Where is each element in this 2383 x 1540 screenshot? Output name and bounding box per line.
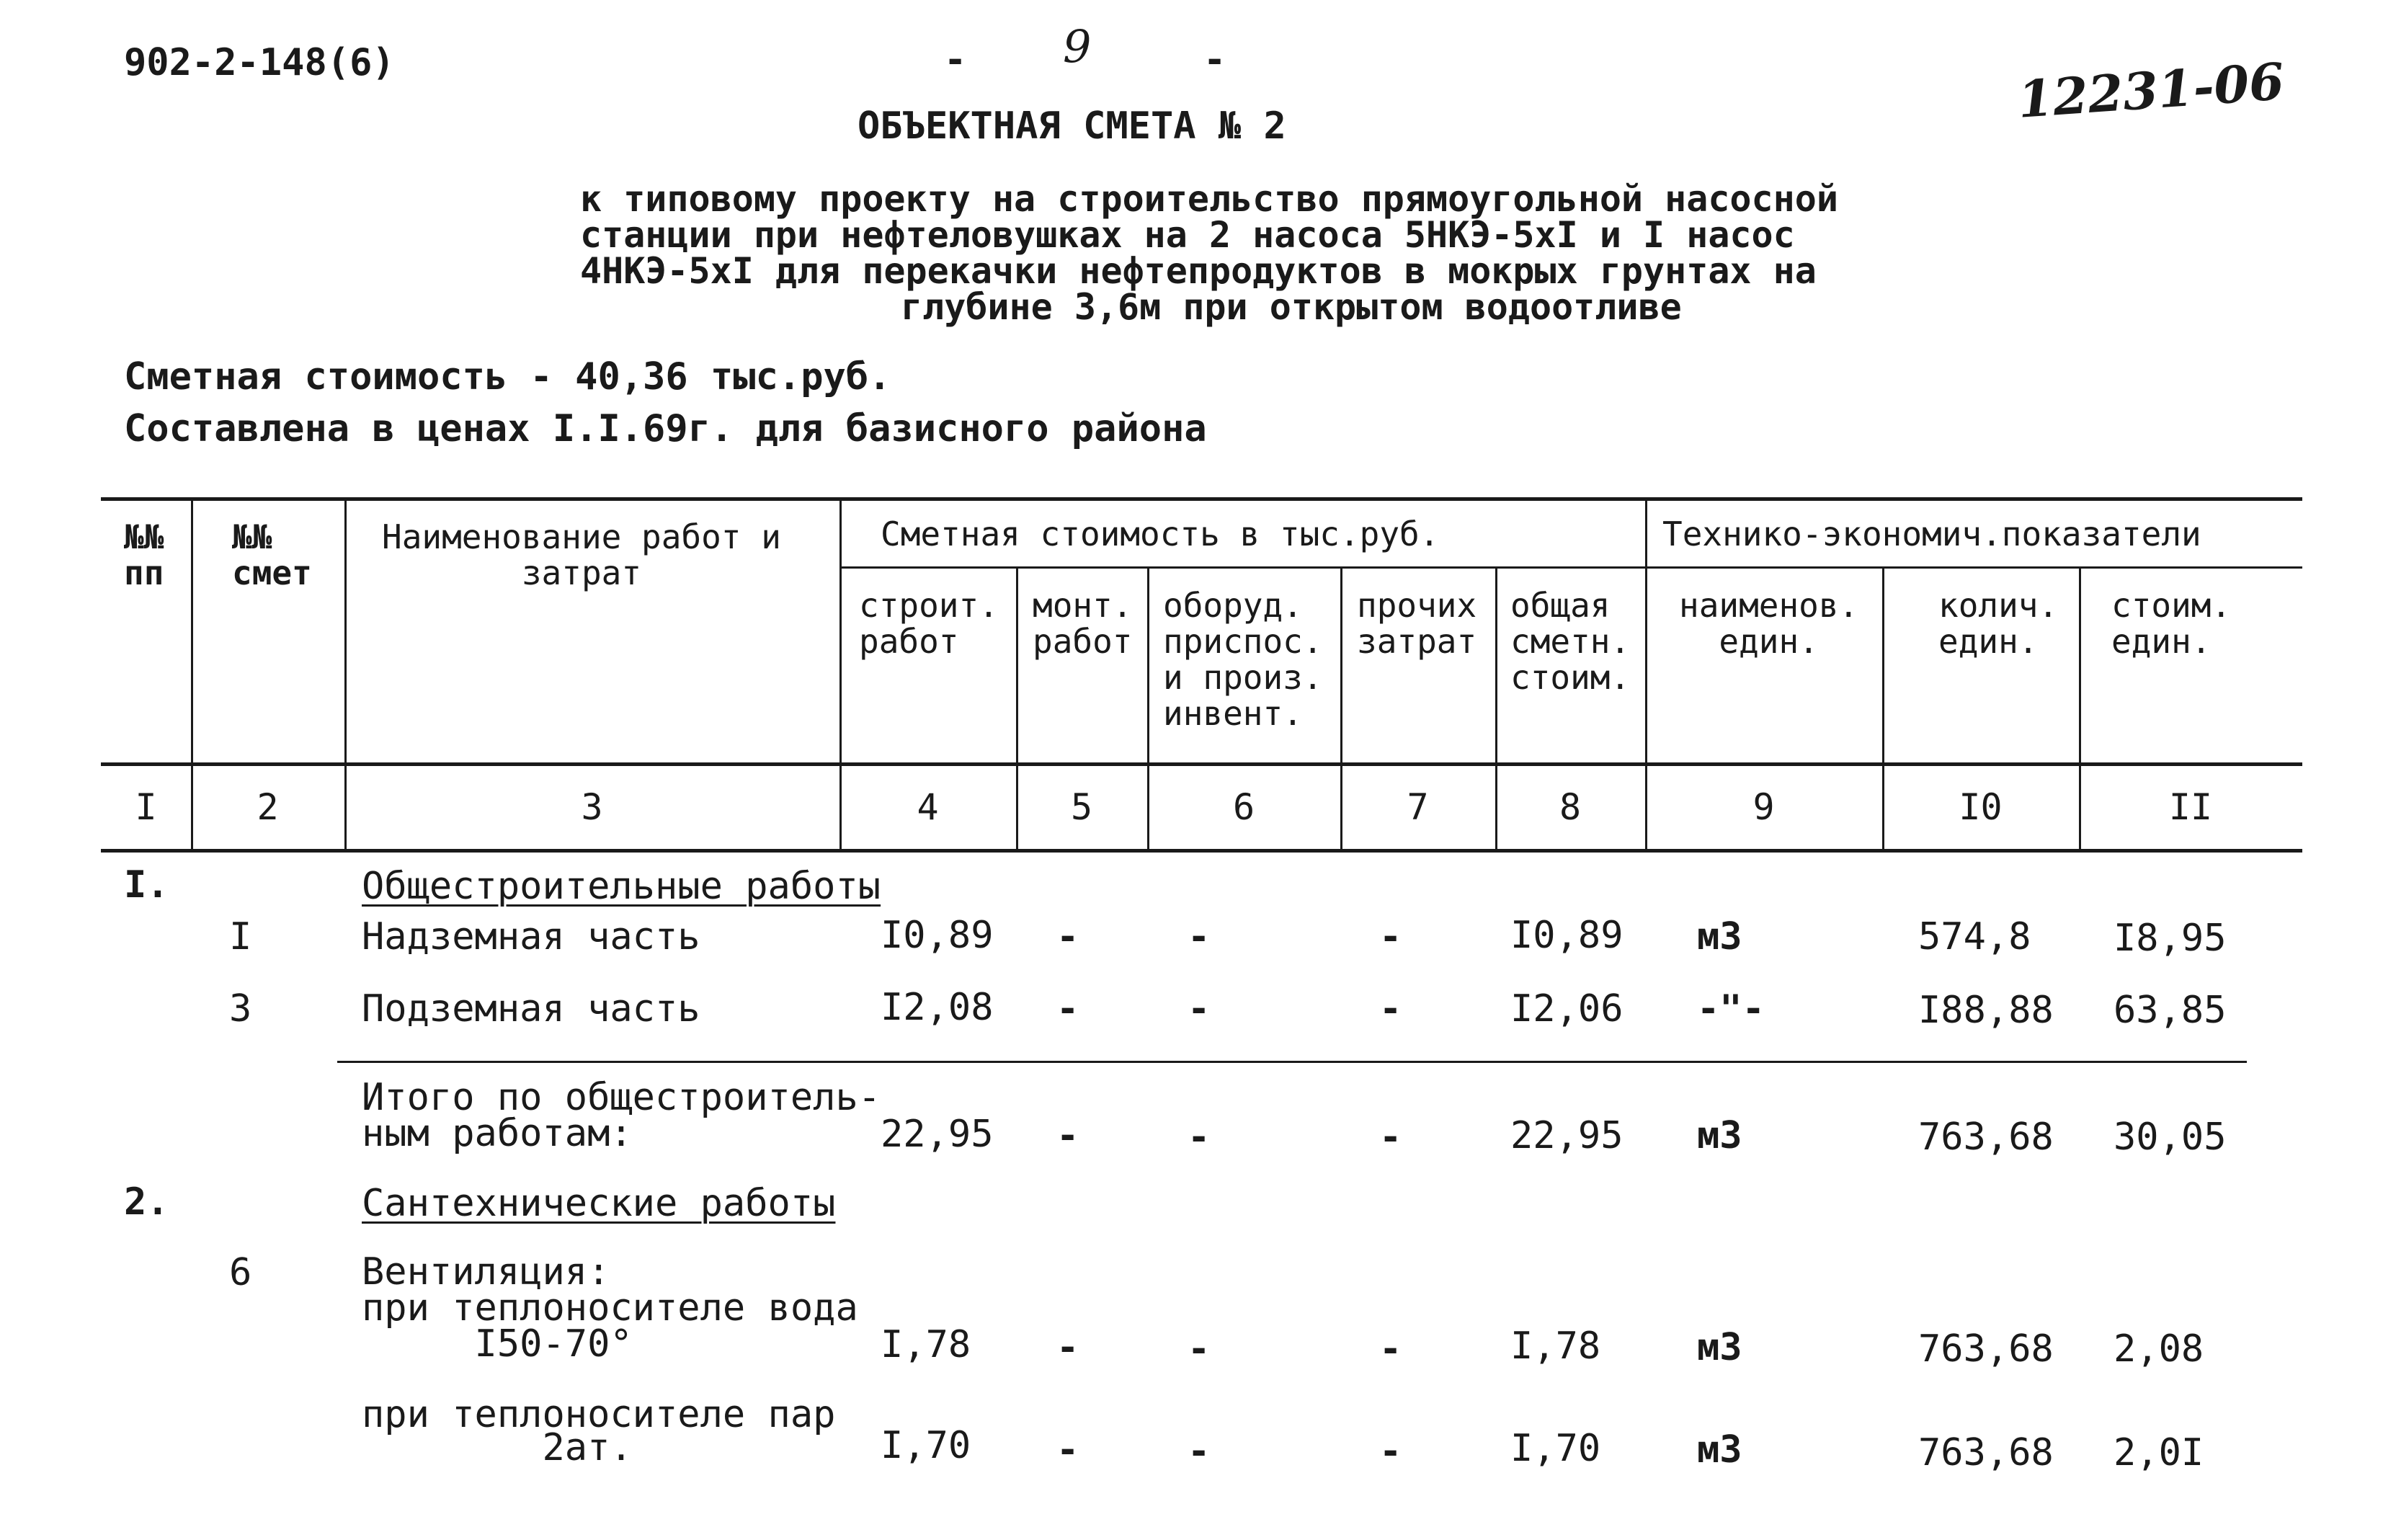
row-construction: I,78 <box>881 1323 971 1366</box>
header-equipment: оборуд. приспос. и произ. инвент. <box>1163 586 1323 733</box>
subtitle-line-1: к типовому проекту на строительство прямоугольной насосной <box>580 178 1838 220</box>
row-total: I2,06 <box>1510 987 1623 1031</box>
row-total: I,78 <box>1510 1325 1601 1368</box>
row-installation: - <box>1056 1428 1079 1472</box>
header-cost-group: Сметная стоимость в тыс.руб. <box>881 515 1440 553</box>
row-smet: 6 <box>229 1251 252 1294</box>
row-name: Надземная часть <box>362 915 700 958</box>
col-number-9: 9 <box>1752 786 1775 828</box>
col-number-7: 7 <box>1407 786 1429 828</box>
subtitle-line-4: глубине 3,6м при открытом водоотливе <box>901 286 1682 328</box>
row-unit-qty: 763,68 <box>1918 1327 2054 1371</box>
archive-number: 12231-06 <box>2015 51 2286 130</box>
row-unit-name: м3 <box>1697 915 1742 958</box>
row-name: Подземная часть <box>362 987 700 1031</box>
header-other: прочих затрат <box>1357 586 1477 661</box>
col-number-11: II <box>2168 786 2213 828</box>
header-unit-qty: колич. един. <box>1938 586 2059 661</box>
row-other: - <box>1379 1430 1402 1473</box>
row-unit-name: -"- <box>1697 987 1765 1031</box>
col-number-6: 6 <box>1232 786 1255 828</box>
row-total: 22,95 <box>1510 1114 1623 1157</box>
dash-left: - <box>944 38 967 81</box>
row-smet: 3 <box>229 987 252 1031</box>
header-pp: №№ пп <box>124 517 164 592</box>
row-construction: I0,89 <box>881 914 994 957</box>
row-equipment: - <box>1188 987 1211 1031</box>
dash-right: - <box>1203 38 1226 81</box>
row-unit-name: м3 <box>1697 1326 1742 1369</box>
document-title: ОБЪЕКТНАЯ СМЕТА № 2 <box>858 104 1286 148</box>
row-unit-cost: 30,05 <box>2113 1116 2227 1159</box>
col-number-5: 5 <box>1070 786 1093 828</box>
row-unit-name: м3 <box>1697 1428 1742 1472</box>
col-number-1: I <box>135 786 157 828</box>
header-unit-cost: стоим. един. <box>2111 586 2232 661</box>
document-code: 902-2-148(6) <box>124 41 395 84</box>
col-number-2: 2 <box>257 786 279 828</box>
row-unit-qty: 763,68 <box>1918 1431 2054 1474</box>
row-installation: - <box>1056 987 1079 1031</box>
row-total: I,70 <box>1510 1427 1601 1470</box>
row-other: - <box>1379 1116 1402 1159</box>
header-bottom-border <box>101 762 2302 766</box>
row-unit-qty: I88,88 <box>1918 989 2054 1032</box>
column-numbers-border <box>101 849 2302 853</box>
row-other: - <box>1379 987 1402 1031</box>
col-number-3: 3 <box>581 786 603 828</box>
row-installation: - <box>1056 915 1079 958</box>
row-total: I0,89 <box>1510 914 1623 957</box>
row-smet: I <box>229 915 252 958</box>
row-name: Сантехнические работы <box>362 1182 836 1225</box>
header-total: общая сметн. стоим. <box>1510 586 1631 697</box>
row-equipment: - <box>1188 1327 1211 1371</box>
header-smet: №№ смет <box>232 517 312 592</box>
row-unit-cost: 2,0I <box>2113 1431 2204 1474</box>
row-unit-qty: 763,68 <box>1918 1116 2054 1159</box>
subtitle-line-2: станции при нефтеловушках на 2 насоса 5НКЭ-5хI и I насос <box>580 214 1795 256</box>
row-name: Итого по общестроитель- ным работам: <box>362 1076 881 1155</box>
row-construction: 22,95 <box>881 1113 994 1156</box>
row-construction: I,70 <box>881 1424 971 1467</box>
row-equipment: - <box>1188 1116 1211 1159</box>
col-number-10: I0 <box>1959 786 2003 828</box>
row-installation: - <box>1056 1326 1079 1369</box>
row-pp: I. <box>124 863 169 907</box>
header-unit-name: наименов. един. <box>1679 586 1859 661</box>
price-basis: Составлена в ценах I.I.69г. для базисного района <box>124 407 1207 450</box>
row-unit-cost: I8,95 <box>2113 917 2227 960</box>
row-name: Вентиляция: при теплоносителе вода I50-70° <box>362 1250 858 1366</box>
subtitle-line-3: 4НКЭ-5хI для перекачки нефтепродуктов в мокрых грунтах на <box>580 250 1817 292</box>
row-other: - <box>1379 915 1402 958</box>
estimated-cost: Сметная стоимость - 40,36 тыс.руб. <box>124 355 891 399</box>
row-pp: 2. <box>124 1180 169 1224</box>
row-name: при теплоносителе пар 2ат. <box>362 1393 836 1469</box>
row-name: Общестроительные работы <box>362 865 881 908</box>
row-unit-cost: 2,08 <box>2113 1327 2204 1371</box>
row-unit-cost: 63,85 <box>2113 989 2227 1032</box>
row-equipment: - <box>1188 915 1211 958</box>
header-tech-group: Технико-экономич.показатели <box>1662 515 2201 553</box>
subtotal-line <box>337 1061 2247 1063</box>
row-unit-name: м3 <box>1697 1114 1742 1157</box>
header-construction: строит. работ <box>859 586 999 661</box>
row-unit-qty: 574,8 <box>1918 915 2031 958</box>
page-number: 9 <box>1063 20 1092 73</box>
header-installation: монт. работ <box>1033 586 1133 661</box>
row-installation: - <box>1056 1114 1079 1157</box>
header-name: Наименование работ и затрат <box>382 517 781 592</box>
group-header-divider <box>839 566 2302 569</box>
col-number-8: 8 <box>1559 786 1582 828</box>
row-construction: I2,08 <box>881 986 994 1029</box>
row-equipment: - <box>1188 1430 1211 1473</box>
row-other: - <box>1379 1327 1402 1371</box>
table-top-border <box>101 497 2302 501</box>
col-number-4: 4 <box>917 786 939 828</box>
